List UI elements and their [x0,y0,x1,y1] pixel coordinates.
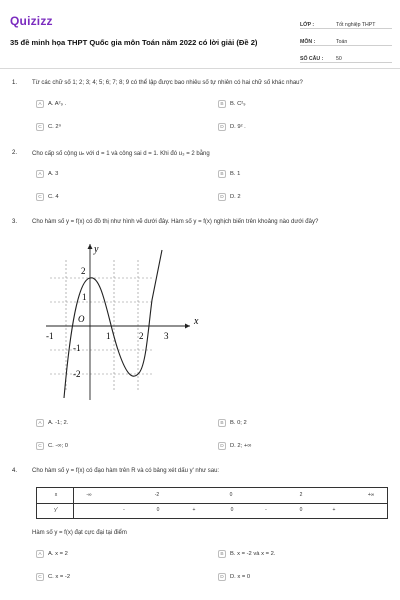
header-divider [0,68,400,69]
x-value: -2 [154,492,160,498]
option-text: A. 3 [48,171,59,177]
option-a[interactable] [36,100,66,108]
meta-value: Toán [336,39,348,45]
option-letter: A [36,170,44,178]
option-text: B. 0; 2 [230,420,247,426]
question-number: 1. [12,80,18,86]
option-b[interactable] [218,170,240,178]
row-label-derivative: y' [54,507,58,513]
meta-key: LỚP : [300,22,315,28]
question-text: Cho hàm số y = f(x) có đồ thị như hình vẽ dưới đây. Hàm số y = f(x) nghịch biến trên khoảng nào dưới đây? [32,219,319,225]
sign-cell: + [192,507,196,513]
option-text: D. 2 [230,194,241,200]
document-title: 35 đề minh họa THPT Quốc gia môn Toán năm 2022 có lời giải (Đề 2) [10,38,258,47]
option-c[interactable] [36,573,70,581]
y-axis-label: y [94,244,99,255]
meta-value: 50 [336,56,342,62]
x-value: 2 [299,492,303,498]
option-text: D. 2; +∞ [230,443,252,449]
x-value: -∞ [86,492,92,498]
meta-value: Tốt nghiệp THPT [336,22,376,28]
x-tick-label: 3 [164,331,169,341]
y-axis-arrow [88,244,93,249]
option-a[interactable] [36,170,58,178]
option-letter: B [218,419,226,427]
question-subtext: Hàm số y = f(x) đạt cực đại tại điểm [32,530,127,536]
option-text: B. C²₉ [230,101,246,107]
document-header [10,8,390,64]
option-a[interactable] [36,419,68,427]
option-b[interactable] [218,550,275,558]
option-letter: D [218,573,226,581]
option-letter: B [218,170,226,178]
meta-row-class [300,14,392,29]
option-d[interactable] [218,442,251,450]
question-text: Từ các chữ số 1; 2; 3; 4; 5; 6; 7; 8; 9 có thể lập được bao nhiêu số tự nhiên có hai chữ số khác nhau? [32,80,303,86]
option-c[interactable] [36,442,68,450]
option-letter: C [36,193,44,201]
option-letter: C [36,442,44,450]
question-number: 4. [12,468,18,474]
option-text: B. x = -2 và x = 2. [230,551,276,557]
table-col-divider [73,488,74,518]
option-b[interactable] [218,100,246,108]
option-letter: A [36,100,44,108]
x-tick-label: 2 [139,331,144,341]
option-letter: B [218,550,226,558]
meta-key: SỐ CÂU : [300,56,324,62]
option-letter: B [218,100,226,108]
option-letter: C [36,573,44,581]
option-text: A. A²₉ . [48,101,67,107]
x-tick-label: 1 [106,331,111,341]
y-tick-label: 2 [81,266,86,276]
question-number: 2. [12,150,18,156]
option-letter: D [218,193,226,201]
option-text: C. -∞; 0 [48,443,68,449]
option-d[interactable] [218,573,250,581]
sign-cell: 0 [156,507,160,513]
option-c[interactable] [36,193,59,201]
option-letter: D [218,442,226,450]
origin-label: O [78,314,85,324]
sign-cell: + [332,507,336,513]
table-row-divider [37,503,387,504]
option-text: C. 2⁹ [48,124,62,130]
function-graph [40,240,210,405]
option-b[interactable] [218,419,247,427]
sign-cell: - [265,507,267,513]
option-letter: C [36,123,44,131]
option-text: D. 9² . [230,124,246,130]
sign-cell: 0 [299,507,303,513]
x-axis-label: x [194,316,199,327]
sign-cell: - [123,507,125,513]
option-letter: A [36,419,44,427]
option-text: A. -1; 2. [48,420,69,426]
y-tick-label: -2 [73,369,81,379]
option-text: D. x = 0 [230,574,251,580]
option-text: A. x = 2 [48,551,68,557]
sign-table [36,487,388,519]
question-text: Cho hàm số y = f(x) có đạo hàm trên R và có bảng xét dấu y' như sau: [32,468,220,474]
x-value: +∞ [367,492,375,498]
option-text: C. 4 [48,194,59,200]
y-tick-label: -1 [73,343,81,353]
option-d[interactable] [218,123,246,131]
option-text: B. 1 [230,171,241,177]
option-a[interactable] [36,550,68,558]
graph-grid [50,260,152,390]
question-number: 3. [12,219,18,225]
meta-key: MÔN : [300,39,316,45]
x-axis-arrow [185,324,190,329]
option-letter: A [36,550,44,558]
option-text: C. x = -2 [48,574,71,580]
y-tick-label: 1 [82,292,87,302]
option-letter: D [218,123,226,131]
document-meta [300,14,392,65]
row-label-x: x [54,492,58,498]
sign-cell: 0 [230,507,234,513]
question-text: Cho cấp số cộng uₙ với d = 1 và công sai d = 1. Khi đó u₃ = 2 bằng [32,151,210,157]
quizizz-logo: Quizizz [10,14,53,28]
x-value: 0 [229,492,233,498]
option-c[interactable] [36,123,61,131]
meta-row-subject [300,31,392,46]
x-tick-label: -1 [46,331,54,341]
meta-row-count [300,48,392,63]
option-d[interactable] [218,193,241,201]
